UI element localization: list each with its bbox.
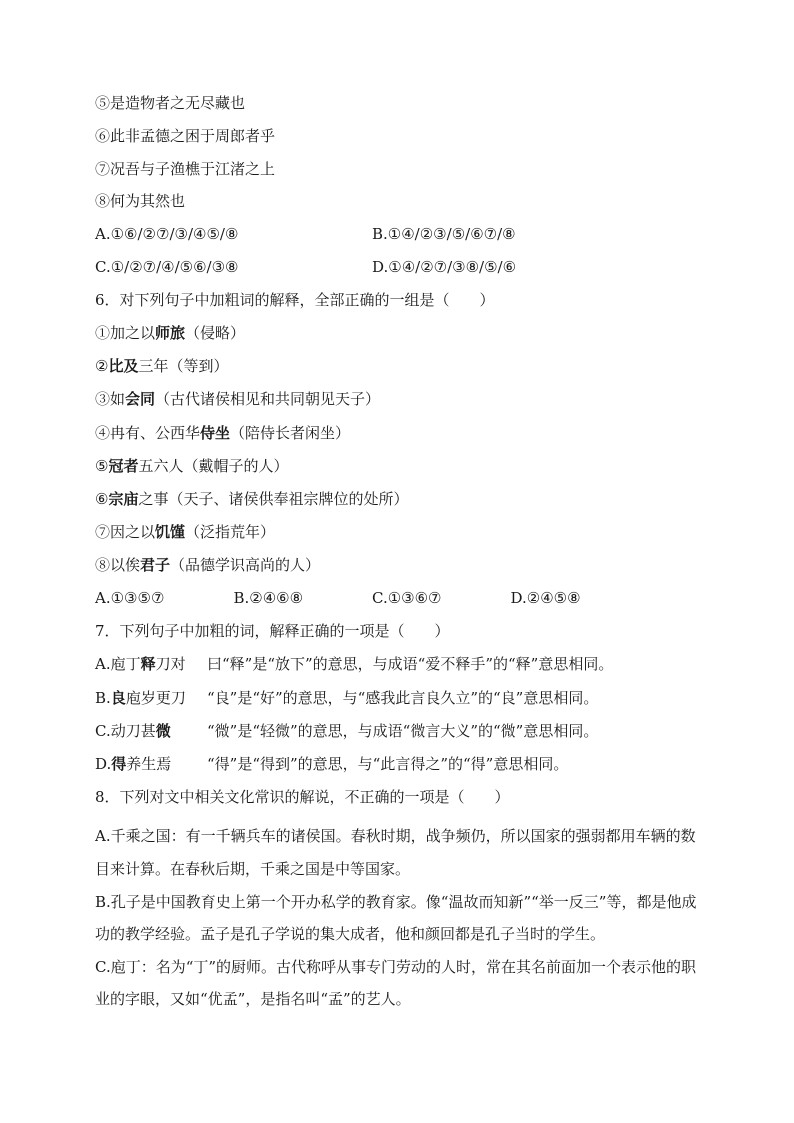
q6-option-c: C.①③⑥⑦ [372,589,442,608]
bold-word: 饥馑 [155,523,186,542]
q7-option-b: B.良庖岁更刀 “良”是“好”的意思，与“感我此言良久立”的“良”意思相同。 [95,688,705,721]
bold-word: 侍坐 [200,423,231,442]
q8-option-a: A.千乘之国：有一千辆兵车的诸侯国。春秋时期，战争频仍，所以国家的强弱都用车辆的数目来计算。在春秋后期，千乘之国是中等国家。 [95,827,696,878]
bold-word: 君子 [140,556,171,575]
bold-word: 得 [111,755,127,774]
q5-options-row-2 [95,257,705,290]
bold-word: 释 [140,655,156,674]
q7-option-c: C.动刀甚微 “微”是“轻微”的意思，与成语“微言大义”的“微”意思相同。 [95,721,705,754]
bold-word: 会同 [125,390,156,409]
q5-options-row-1 [95,224,705,257]
q7-stem: 7．下列句子中加粗的词，解释正确的一项是（ ） [95,622,450,641]
q7-option-c-text: “微”是“轻微”的意思，与成语“微言大义”的“微”意思相同。 [207,721,599,740]
q6-option-b: B.②④⑥⑧ [233,589,304,608]
q6-item: ⑦因之以饥馑（泛指荒年） [95,523,276,542]
q5-option-d: D.①④/②⑦/③⑧/⑤/⑥ [372,257,517,276]
q5-option-a: A.①⑥/②⑦/③/④⑤/⑧ [95,225,239,244]
q6-option-d: D.②④⑤⑧ [510,589,581,608]
bold-word: 宗庙 [108,489,139,508]
document-content [95,93,705,1016]
bold-word: 良 [110,688,126,707]
q7-option-b-text: “良”是“好”的意思，与“感我此言良久立”的“良”意思相同。 [207,688,599,707]
q6-stem: 6．对下列句子中加粗词的解释，全部正确的一组是（ ） [95,290,495,309]
bold-word: 微 [155,721,171,740]
q5-item-8: ⑧何为其然也 [95,192,186,211]
q7-option-d-text: “得”是“得到”的意思，与“此言得之”的“得”意思相同。 [207,755,569,774]
q8-option-c: C.庖丁：名为“丁”的厨师。古代称呼从事专门劳动的人时，常在其名前面加一个表示他的职业的字眼，又如“优孟”，是指名叫“孟”的艺人。 [95,957,697,1009]
q6-item: ⑤冠者五六人（戴帽子的人） [95,456,289,475]
q6-item: ③如会同（古代诸侯相见和共同朝见天子） [95,390,381,409]
q5-item-7: ⑦况吾与子渔樵于江渚之上 [95,159,276,178]
q6-item: ⑧以俟君子（品德学识高尚的人） [95,556,321,575]
bold-word: 比及 [108,357,139,376]
q5-item-6: ⑥此非孟德之困于周郎者乎 [95,126,276,145]
bold-word: 冠者 [108,456,139,475]
q5-option-c: C.①/②⑦/④/⑤⑥/③⑧ [95,257,239,276]
q5-option-b: B.①④/②③/⑤/⑥⑦/⑧ [372,225,516,244]
q7-option-a: A.庖丁释刀对 曰“释”是“放下”的意思，与成语“爱不释手”的“释”意思相同。 [95,654,705,687]
q7-option-d: D.得养生焉 “得”是“得到”的意思，与“此言得之”的“得”意思相同。 [95,754,705,787]
q6-option-a: A.①③⑤⑦ [95,589,165,608]
q8-stem: 8．下列对文中相关文化常识的解说，不正确的一项是（ ） [95,788,510,807]
q7-option-a-text: 曰“释”是“放下”的意思，与成语“爱不释手”的“释”意思相同。 [207,655,614,674]
q6-item: ②比及三年（等到） [95,357,229,376]
q5-item-5: ⑤是造物者之无尽藏也 [95,94,246,112]
q6-item: ⑥宗庙之事（天子、诸侯供奉祖宗牌位的处所） [95,489,409,508]
bold-word: 师旅 [155,323,186,342]
q6-item: ④冉有、公西华侍坐（陪侍长者闲坐） [95,423,351,442]
q8-option-b: B.孔子是中国教育史上第一个开办私学的教育家。像“温故而知新”“举一反三”等，都是他成功的教学经验。孟子是孔子学说的集大成者，他和颜回都是孔子当时的学生。 [95,892,697,944]
q6-item: ①加之以师旅（侵略） [95,323,246,342]
q6-options [95,588,705,621]
